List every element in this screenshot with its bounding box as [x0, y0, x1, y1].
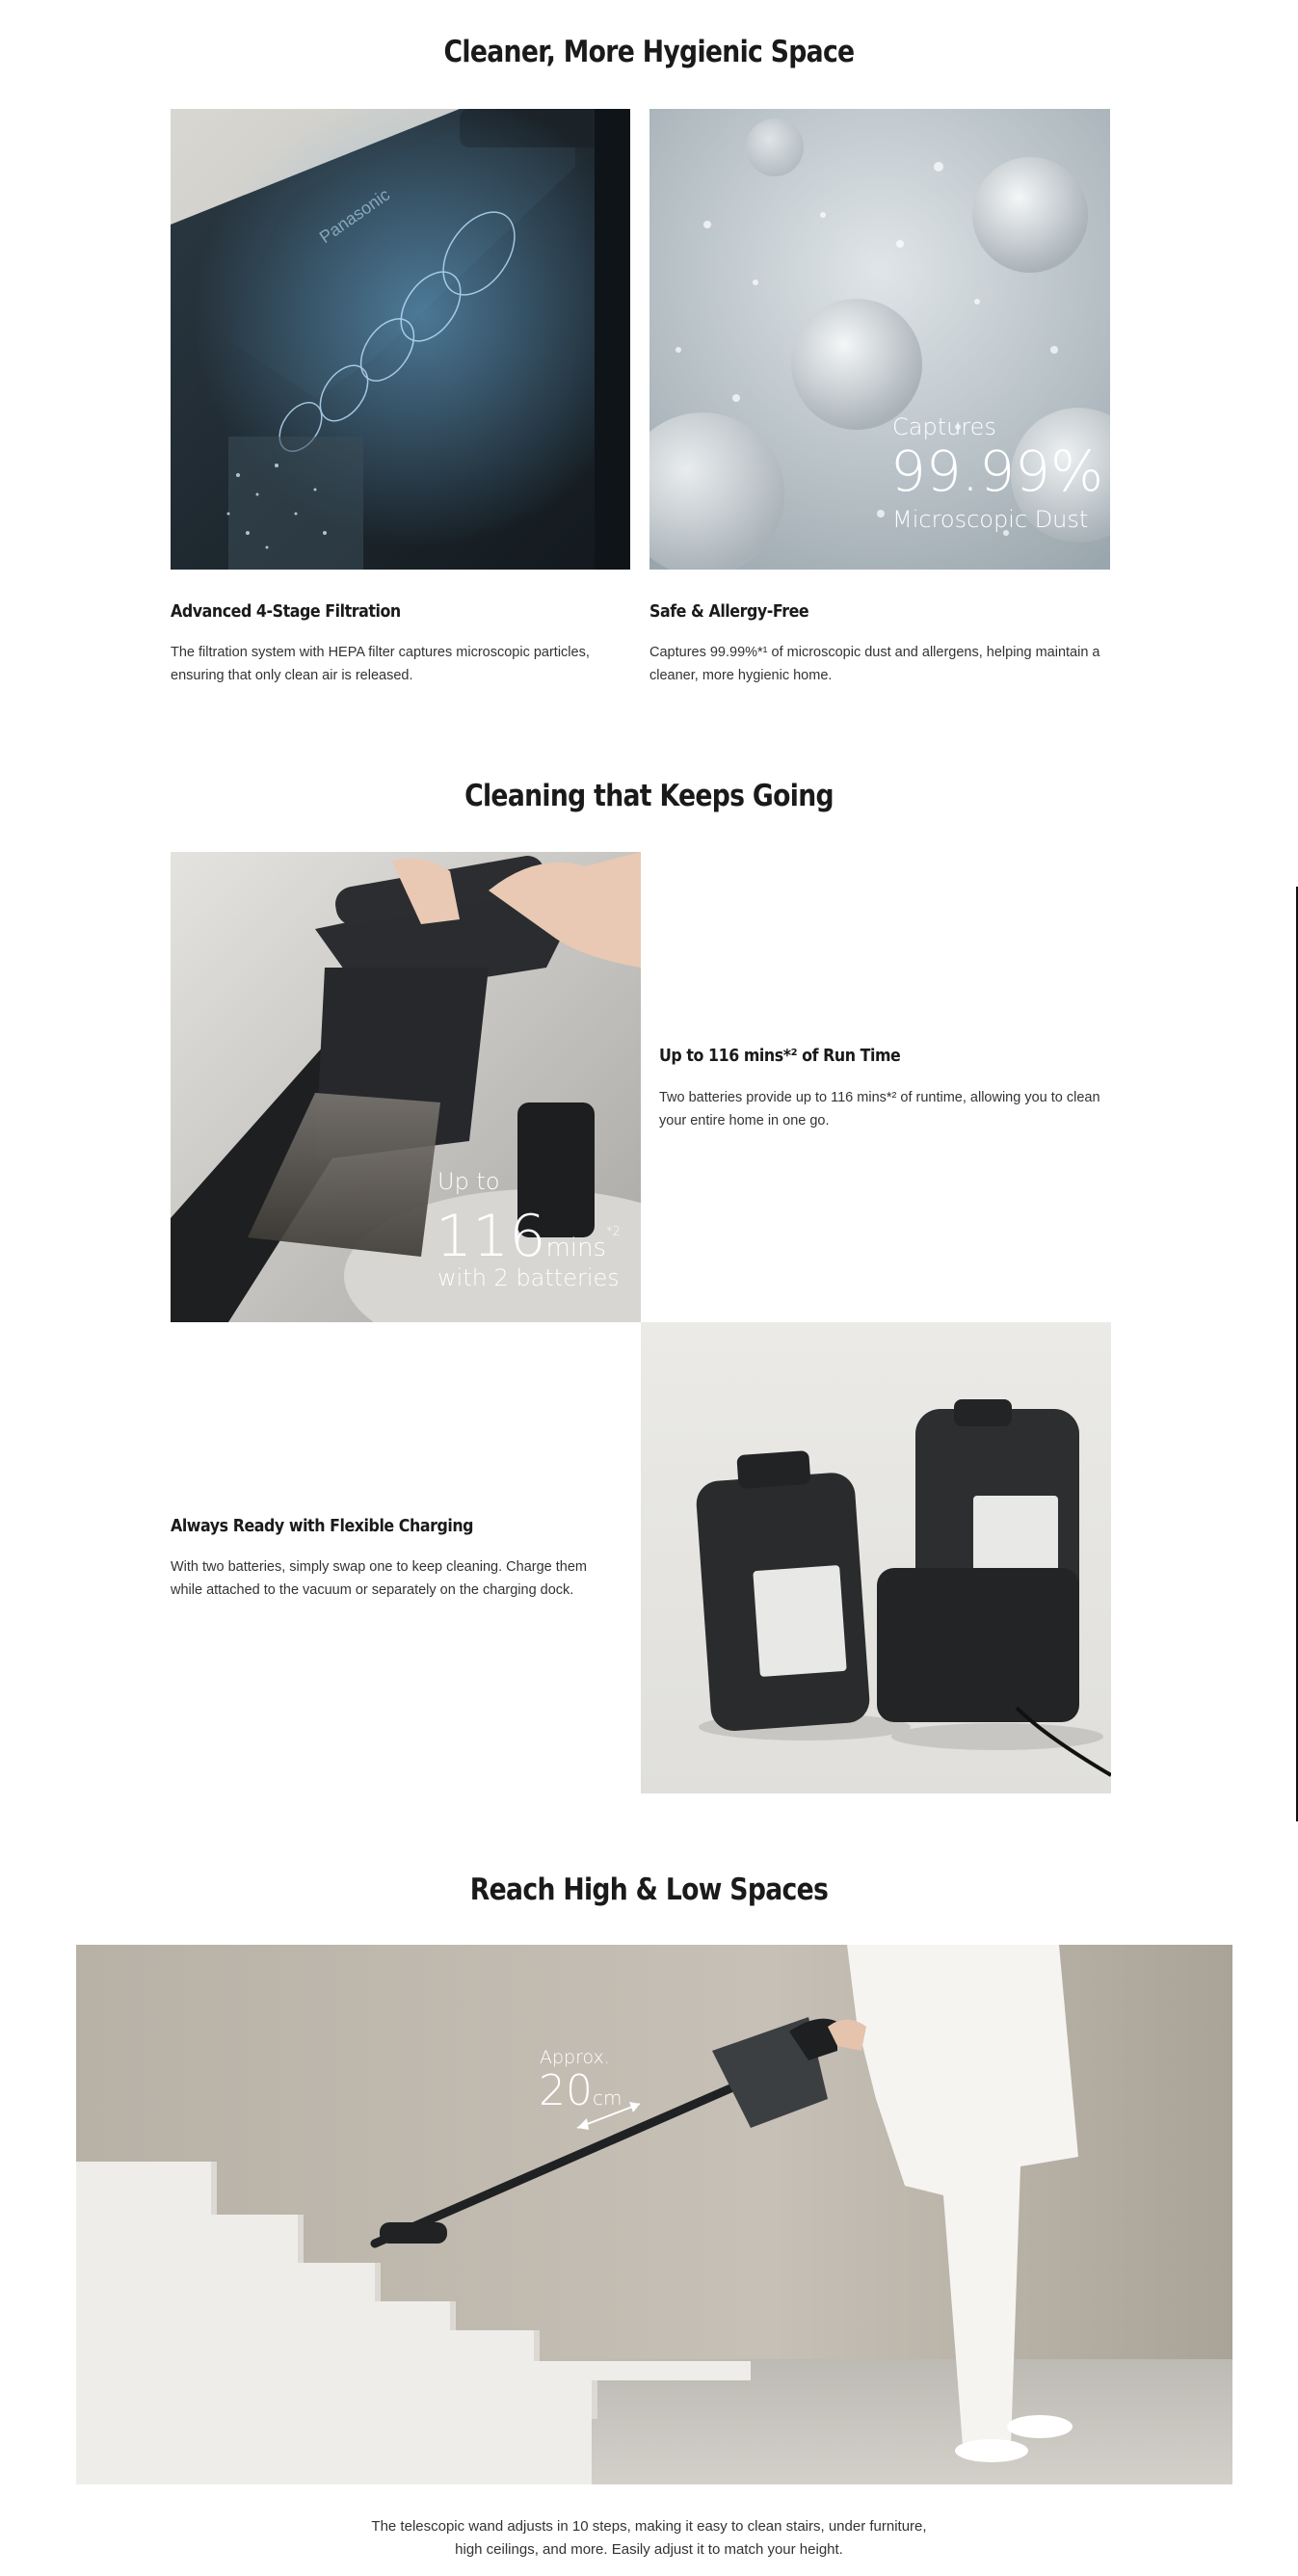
feature-title-flexible-charging: Always Ready with Flexible Charging — [171, 1516, 474, 1536]
section-title-runtime: Cleaning that Keeps Going — [464, 779, 834, 813]
feature-desc-flexible-charging: With two batteries, simply swap one to keep cleaning. Charge them while attached to the vacuum or separately on the charging dock. — [171, 1559, 587, 1598]
section-title-hygiene: Cleaner, More Hygienic Space — [443, 35, 855, 69]
vacuum-runtime-image — [171, 852, 641, 1322]
overlay-captures: Captures — [892, 413, 996, 440]
overlay-unit-cm: cm — [593, 2086, 623, 2110]
feature-desc-filtration: The filtration system with HEPA filter captures microscopic particles, ensuring that only clean air is released. — [171, 645, 590, 683]
filtration-image — [171, 109, 630, 570]
overlay-number: 116 — [436, 1203, 546, 1270]
feature-title-allergy-free: Safe & Allergy-Free — [649, 601, 809, 622]
overlay-number-20: 20 — [539, 2066, 593, 2115]
feature-title-filtration: Advanced 4-Stage Filtration — [171, 601, 401, 622]
reach-description: The telescopic wand adjusts in 10 steps, making it easy to clean stairs, under furniture, high ceilings, and more. Easily adjust it to match your height. — [371, 2518, 927, 2558]
overlay-20cm — [539, 2068, 622, 2121]
microscopic-dust-image — [649, 109, 1110, 570]
overlay-microscopic-dust: Microscopic Dust — [892, 506, 1089, 533]
feature-desc-allergy-free: Captures 99.99%*¹ of microscopic dust and allergens, helping maintain a cleaner, more hygienic home. — [649, 645, 1100, 683]
overlay-unit: mins — [545, 1234, 607, 1262]
overlay-footnote: *2 — [606, 1225, 621, 1239]
section-title-reach: Reach High & Low Spaces — [469, 1872, 829, 1907]
feature-desc-runtime: Two batteries provide up to 116 mins*² of runtime, allowing you to clean your entire home in one go. — [659, 1090, 1100, 1129]
reach-stairs-image — [76, 1945, 1232, 2484]
overlay-percentage: 99.99% — [890, 438, 1104, 504]
overlay-with-2-batteries: with 2 batteries — [437, 1264, 620, 1291]
overlay-approx: Approx. — [540, 2047, 610, 2068]
feature-title-runtime: Up to 116 mins*² of Run Time — [659, 1046, 901, 1066]
overlay-up-to: Up to — [437, 1168, 500, 1195]
batteries-charging-image — [641, 1322, 1111, 1793]
